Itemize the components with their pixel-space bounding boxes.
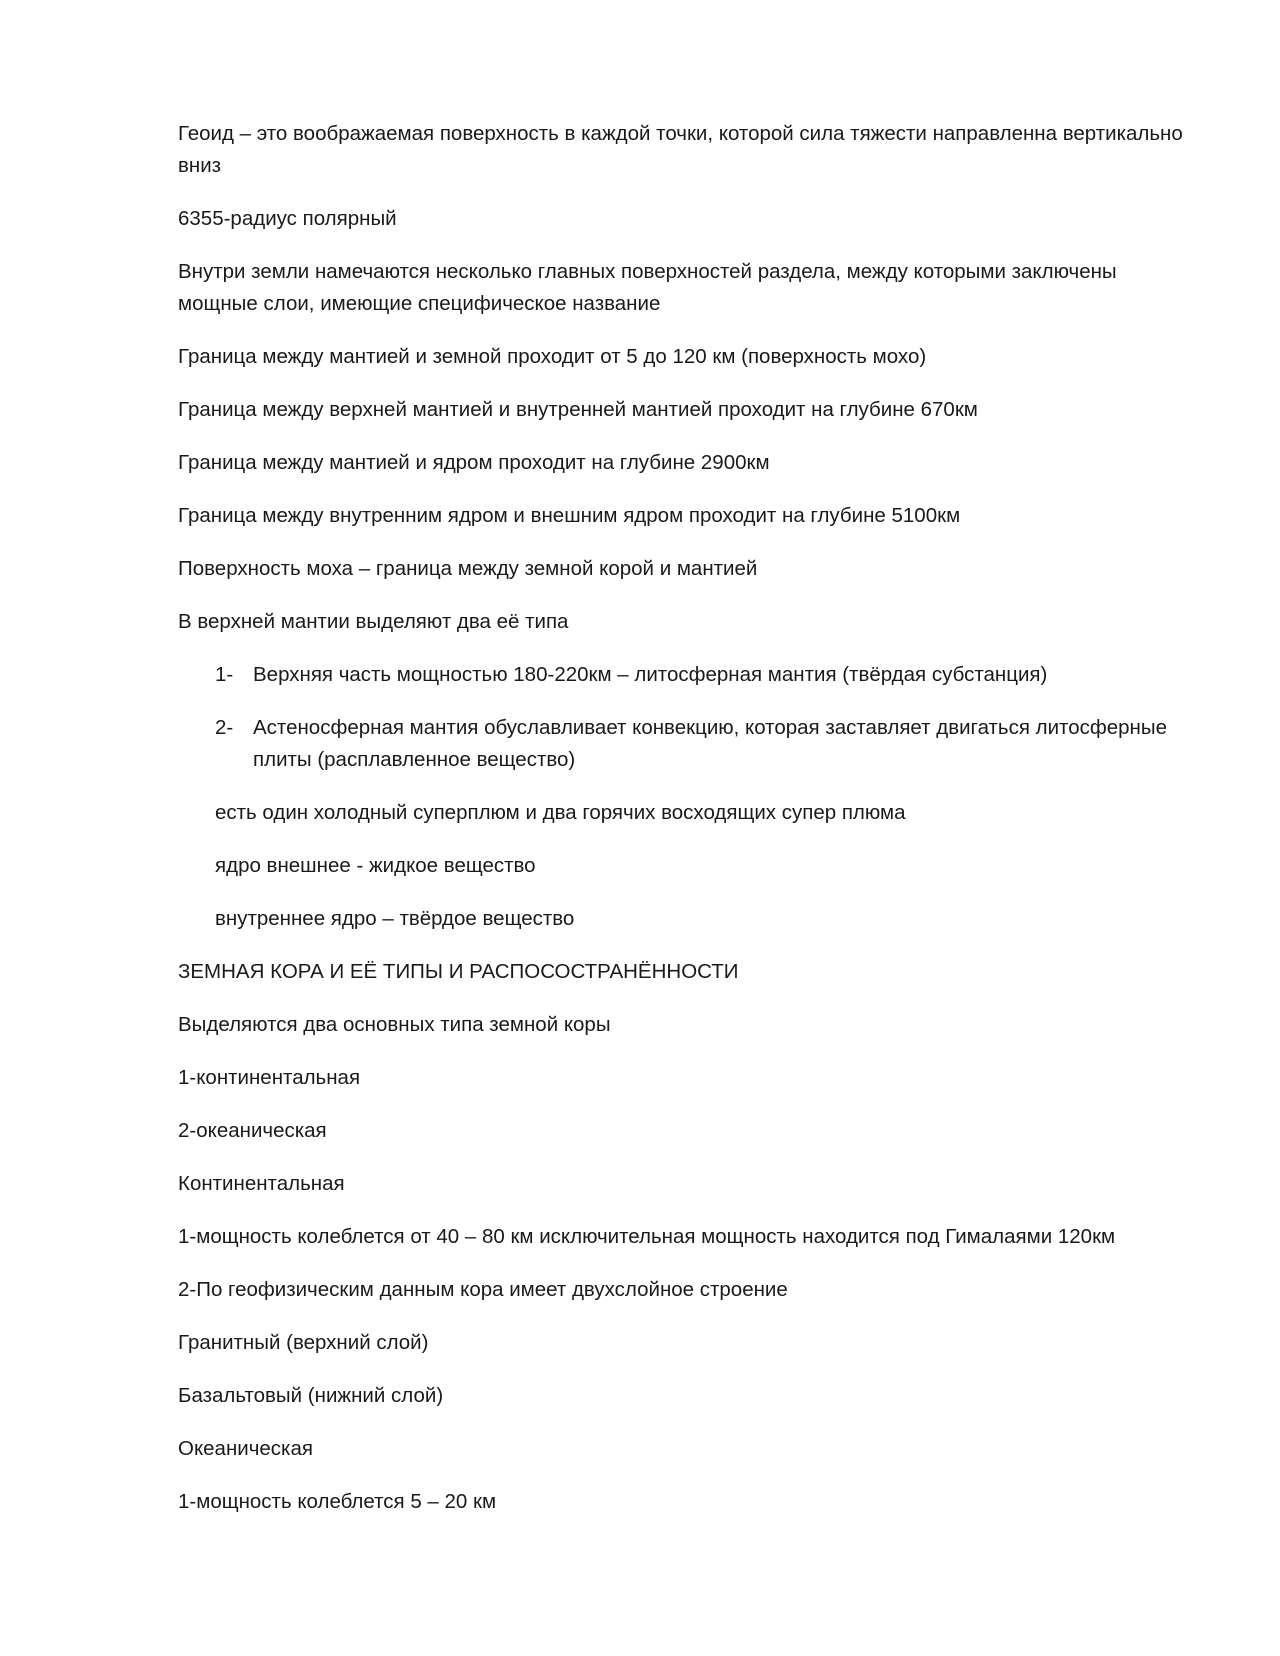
paragraph-polar-radius: 6355-радиус полярный — [178, 207, 397, 230]
list-item — [178, 712, 1188, 776]
paragraph-type-oceanic: 2-океаническая — [178, 1119, 327, 1142]
paragraph-basalt-layer: Базальтовый (нижний слой) — [178, 1384, 444, 1407]
document-page — [178, 118, 1188, 1539]
paragraph-boundary-2900: Граница между мантией и ядром проходит на глубине 2900км — [178, 451, 770, 474]
list-item-number: 2- — [215, 716, 234, 739]
paragraph-boundary-670: Граница между верхней мантией и внутренней мантией проходит на глубине 670км — [178, 398, 978, 421]
list-item-text: Верхняя часть мощностью 180-220км – литосферная мантия (твёрдая субстанция) — [253, 663, 1048, 686]
paragraph-type-continental: 1-континентальная — [178, 1066, 361, 1089]
paragraph-inner-core: внутреннее ядро – твёрдое вещество — [215, 907, 575, 930]
paragraph-oceanic-thickness: 1-мощность колеблется 5 – 20 км — [178, 1490, 497, 1513]
paragraph-boundary-moho: Граница между мантией и земной проходит от 5 до 120 км (поверхность мохо) — [178, 345, 927, 368]
subheading-oceanic: Океаническая — [178, 1437, 313, 1460]
paragraph-granite-layer: Гранитный (верхний слой) — [178, 1331, 429, 1354]
paragraph-moho-surface: Поверхность моха – граница между земной корой и мантией — [178, 557, 758, 580]
paragraph-continental-thickness: 1-мощность колеблется от 40 – 80 км исключительная мощность находится под Гималаями 120км — [178, 1225, 1116, 1248]
list-item-text: Астеносферная мантия обуславливает конвекцию, которая заставляет двигаться литосферные плиты (расплавленное вещество) — [253, 716, 1167, 771]
list-item-number: 1- — [215, 663, 234, 686]
paragraph-superplume: есть один холодный суперплюм и два горячих восходящих супер плюма — [215, 801, 906, 824]
paragraph-boundary-5100: Граница между внутренним ядром и внешним ядром проходит на глубине 5100км — [178, 504, 961, 527]
paragraph-continental-structure: 2-По геофизическим данным кора имеет двухслойное строение — [178, 1278, 788, 1301]
paragraph-geoid: Геоид – это воображаемая поверхность в каждой точки, которой сила тяжести направленна вертикально вниз — [178, 122, 1183, 177]
paragraph-outer-core: ядро внешнее - жидкое вещество — [215, 854, 536, 877]
section-heading: ЗЕМНАЯ КОРА И ЕЁ ТИПЫ И РАСПОСОСТРАНЁННОСТИ — [178, 960, 739, 983]
paragraph-upper-mantle-types: В верхней мантии выделяют два её типа — [178, 610, 569, 633]
paragraph-crust-types: Выделяются два основных типа земной коры — [178, 1013, 611, 1036]
subheading-continental: Континентальная — [178, 1172, 345, 1195]
list-item — [178, 659, 1188, 691]
paragraph-inner-surfaces: Внутри земли намечаются несколько главных поверхностей раздела, между которыми заключены мощные слои, имеющие специфическое название — [178, 260, 1117, 315]
